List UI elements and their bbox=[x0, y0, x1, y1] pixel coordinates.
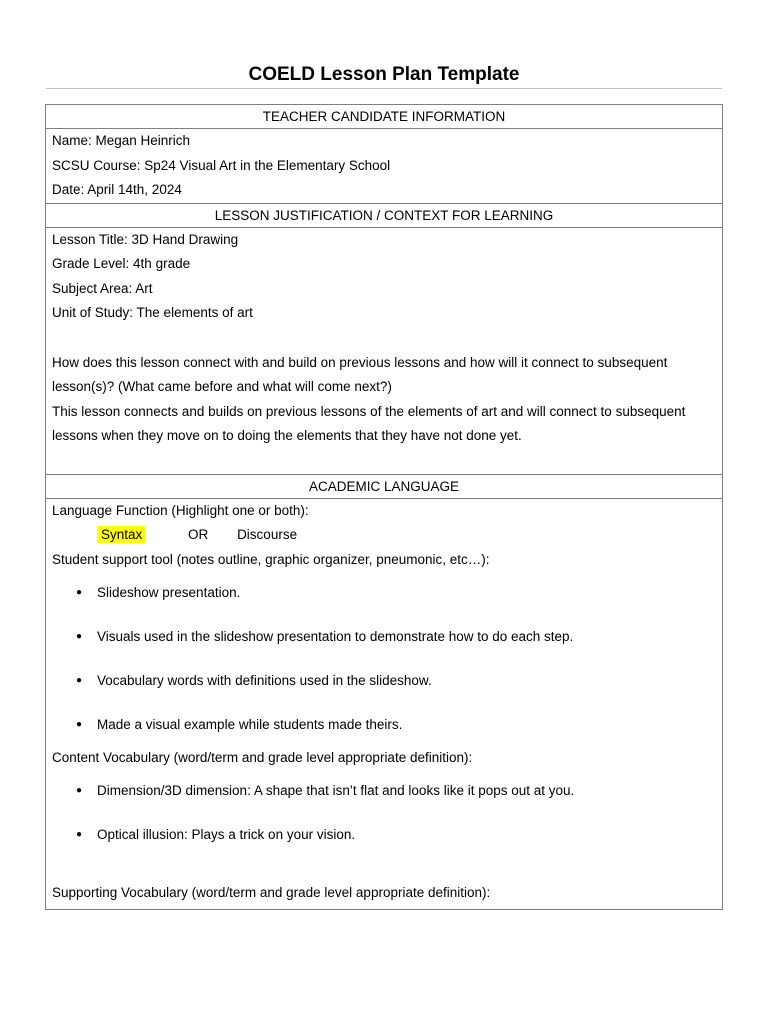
teacher-info-section bbox=[46, 129, 722, 204]
teacher-name: Name: Megan Heinrich bbox=[52, 133, 191, 148]
bullet-dot-icon: ● bbox=[76, 675, 83, 686]
list-item: ● Made a visual example while students made theirs. bbox=[52, 715, 716, 735]
support-tool-list bbox=[52, 583, 716, 735]
lesson-plan-table bbox=[45, 104, 723, 910]
option-or: OR bbox=[188, 527, 209, 542]
title-divider bbox=[46, 88, 722, 89]
option-syntax-highlighted: Syntax bbox=[97, 526, 146, 543]
bullet-dot-icon: ● bbox=[76, 719, 83, 730]
scsu-course: SCSU Course: Sp24 Visual Art in the Elementary School bbox=[52, 157, 391, 173]
lesson-date: Date: April 14th, 2024 bbox=[52, 182, 182, 197]
bullet-dot-icon: ● bbox=[76, 828, 83, 840]
subject-area: Subject Area: Art bbox=[52, 280, 153, 296]
bullet-dot-icon: ● bbox=[76, 784, 83, 796]
content-vocab-label: Content Vocabulary (word/term and grade level appropriate definition): bbox=[52, 750, 473, 765]
unit-of-study: Unit of Study: The elements of art bbox=[52, 305, 253, 320]
list-item: ● Slideshow presentation. bbox=[52, 583, 716, 603]
lesson-title: Lesson Title: 3D Hand Drawing bbox=[52, 231, 239, 247]
connection-question-line-2: lesson(s)? (What came before and what will come next?) bbox=[52, 379, 392, 394]
list-item: ● Vocabulary words with definitions used in the slideshow. bbox=[52, 671, 716, 691]
connection-question-line-1: How does this lesson connect with and build on previous lessons and how will it connect to subsequent bbox=[52, 354, 668, 370]
content-vocab-list bbox=[52, 781, 716, 845]
connection-answer-line-1: This lesson connects and builds on previous lessons of the elements of art and will connect to subsequent bbox=[52, 403, 686, 419]
academic-language-header: ACADEMIC LANGUAGE bbox=[46, 475, 722, 499]
list-item: ● Visuals used in the slideshow presentation to demonstrate how to do each step. bbox=[52, 627, 716, 647]
language-function-label: Language Function (Highlight one or both): bbox=[52, 502, 309, 518]
academic-language-section bbox=[46, 499, 722, 906]
option-discourse: Discourse bbox=[237, 527, 298, 542]
teacher-info-header: TEACHER CANDIDATE INFORMATION bbox=[46, 105, 722, 129]
justification-section bbox=[46, 228, 722, 475]
list-item: ● Optical illusion: Plays a trick on your vision. bbox=[52, 825, 716, 845]
grade-level: Grade Level: 4th grade bbox=[52, 256, 191, 271]
connection-answer-line-2: lessons when they move on to doing the elements that they have not done yet. bbox=[52, 428, 522, 443]
language-function-options bbox=[52, 523, 716, 548]
bullet-dot-icon: ● bbox=[76, 631, 83, 642]
support-tool-label: Student support tool (notes outline, graphic organizer, pneumonic, etc…): bbox=[52, 551, 490, 567]
list-item: ● Dimension/3D dimension: A shape that isn’t flat and looks like it pops out at you. bbox=[52, 781, 716, 801]
supporting-vocab-label: Supporting Vocabulary (word/term and grade level appropriate definition): bbox=[52, 884, 491, 900]
spacer bbox=[52, 326, 716, 351]
spacer bbox=[52, 449, 716, 474]
justification-header: LESSON JUSTIFICATION / CONTEXT FOR LEARNING bbox=[46, 204, 722, 228]
document-title: COELD Lesson Plan Template bbox=[248, 64, 520, 85]
bullet-dot-icon: ● bbox=[76, 587, 83, 598]
